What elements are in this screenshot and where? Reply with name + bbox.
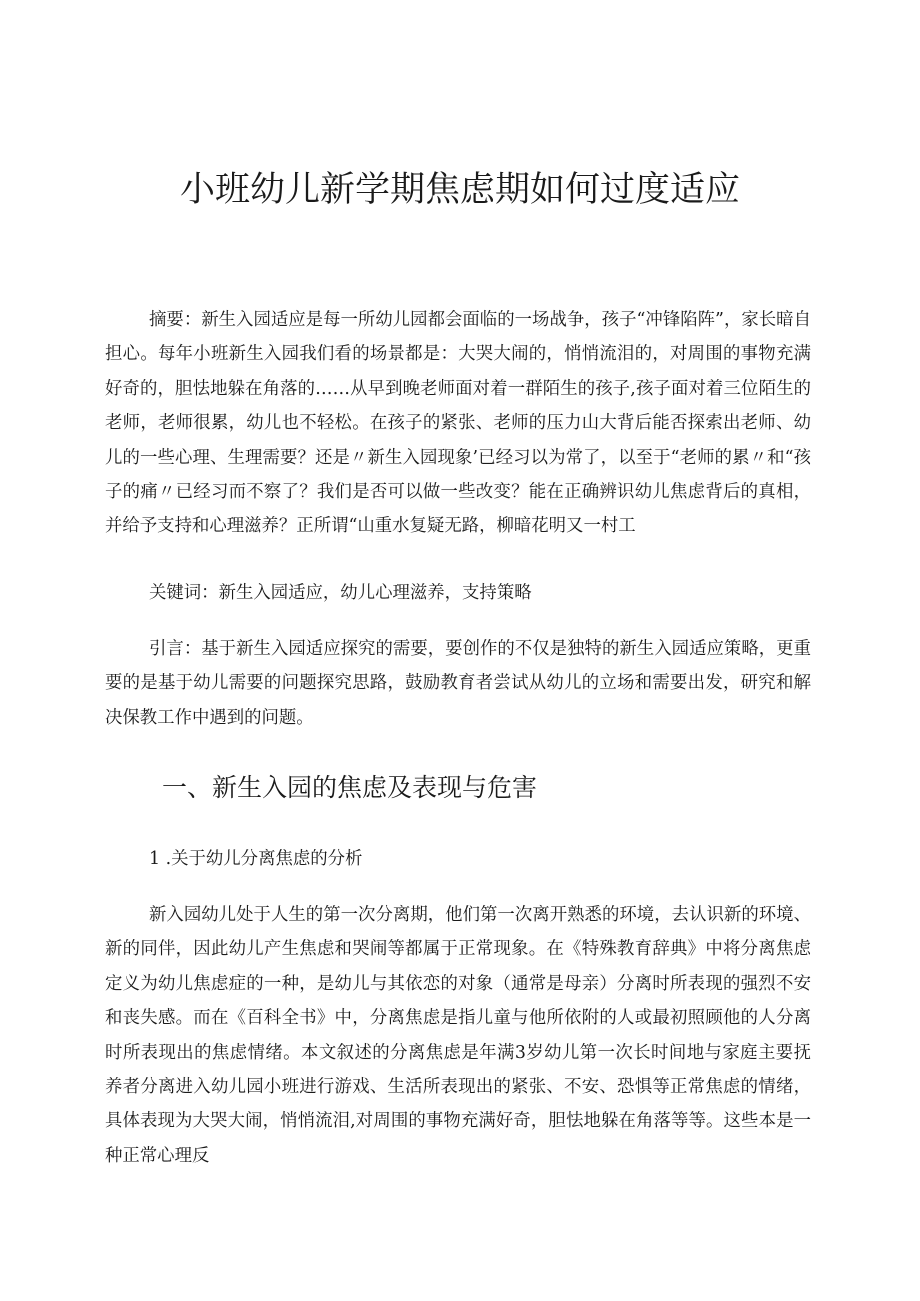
section-heading-1: 一、新生入园的焦虑及表现与危害 bbox=[162, 773, 538, 802]
keywords-paragraph: 关键词：新生入园适应，幼儿心理滋养，支持策略 bbox=[149, 583, 532, 603]
subsection-heading-1: 1 .关于幼儿分离焦虑的分析 bbox=[149, 849, 363, 869]
body-paragraph-1: 新入园幼儿处于人生的第一次分离期，他们第一次离开熟悉的环境，去认识新的环境、新的同伴，因此幼儿产生焦虑和哭闹等都属于正常现象。在《特殊教育辞典》中将分离焦虑定义为幼儿焦虑症的一种，是幼儿与其依恋的对象（通常是母亲）分离时所表现的强烈不安和丧失感。而在《百科全书》中，分离焦虑是指儿童与他所依附的人或最初照顾他的人分离时所表现出的焦虑情绪。本文叙述的分离焦虑是年满3岁幼儿第一次长时间地与家庭主要抚养者分离进入幼儿园小班进行游戏、生活所表现出的紧张、不安、恐惧等正常焦虑的情绪，具体表现为大哭大闹，悄悄流泪,对周围的事物充满好奇，胆怯地躲在角落等等。这些本是一种正常心理反 bbox=[105, 905, 811, 1166]
intro-paragraph: 引言：基于新生入园适应探究的需要，要创作的不仅是独特的新生入园适应策略，更重要的是基于幼儿需要的问题探究思路，鼓励教育者尝试从幼儿的立场和需要出发，研究和解决保教工作中遇到的问题。 bbox=[105, 639, 811, 728]
document-title: 小班幼儿新学期焦虑期如何过度适应 bbox=[179, 170, 740, 210]
abstract-paragraph: 摘要：新生入园适应是每一所幼儿园都会面临的一场战争，孩子“冲锋陷阵”，家长暗自担心。每年小班新生入园我们看的场景都是：大哭大闹的，悄悄流泪的，对周围的事物充满好奇的，胆怯地躲在角落的……从早到晚老师面对着一群陌生的孩子,孩子面对着三位陌生的老师，老师很累，幼儿也不轻松。在孩子的紧张、老师的压力山大背后能否探索出老师、幼儿的一些心理、生理需要？还是〃新生入园现象’已经习以为常了，以至于“老师的累〃和“孩子的痛〃已经习而不察了？我们是否可以做一些改变？能在正确辨识幼儿焦虑背后的真相，并给予支持和心理滋养？正所谓“山重水复疑无路，柳暗花明又一村工 bbox=[105, 310, 811, 537]
